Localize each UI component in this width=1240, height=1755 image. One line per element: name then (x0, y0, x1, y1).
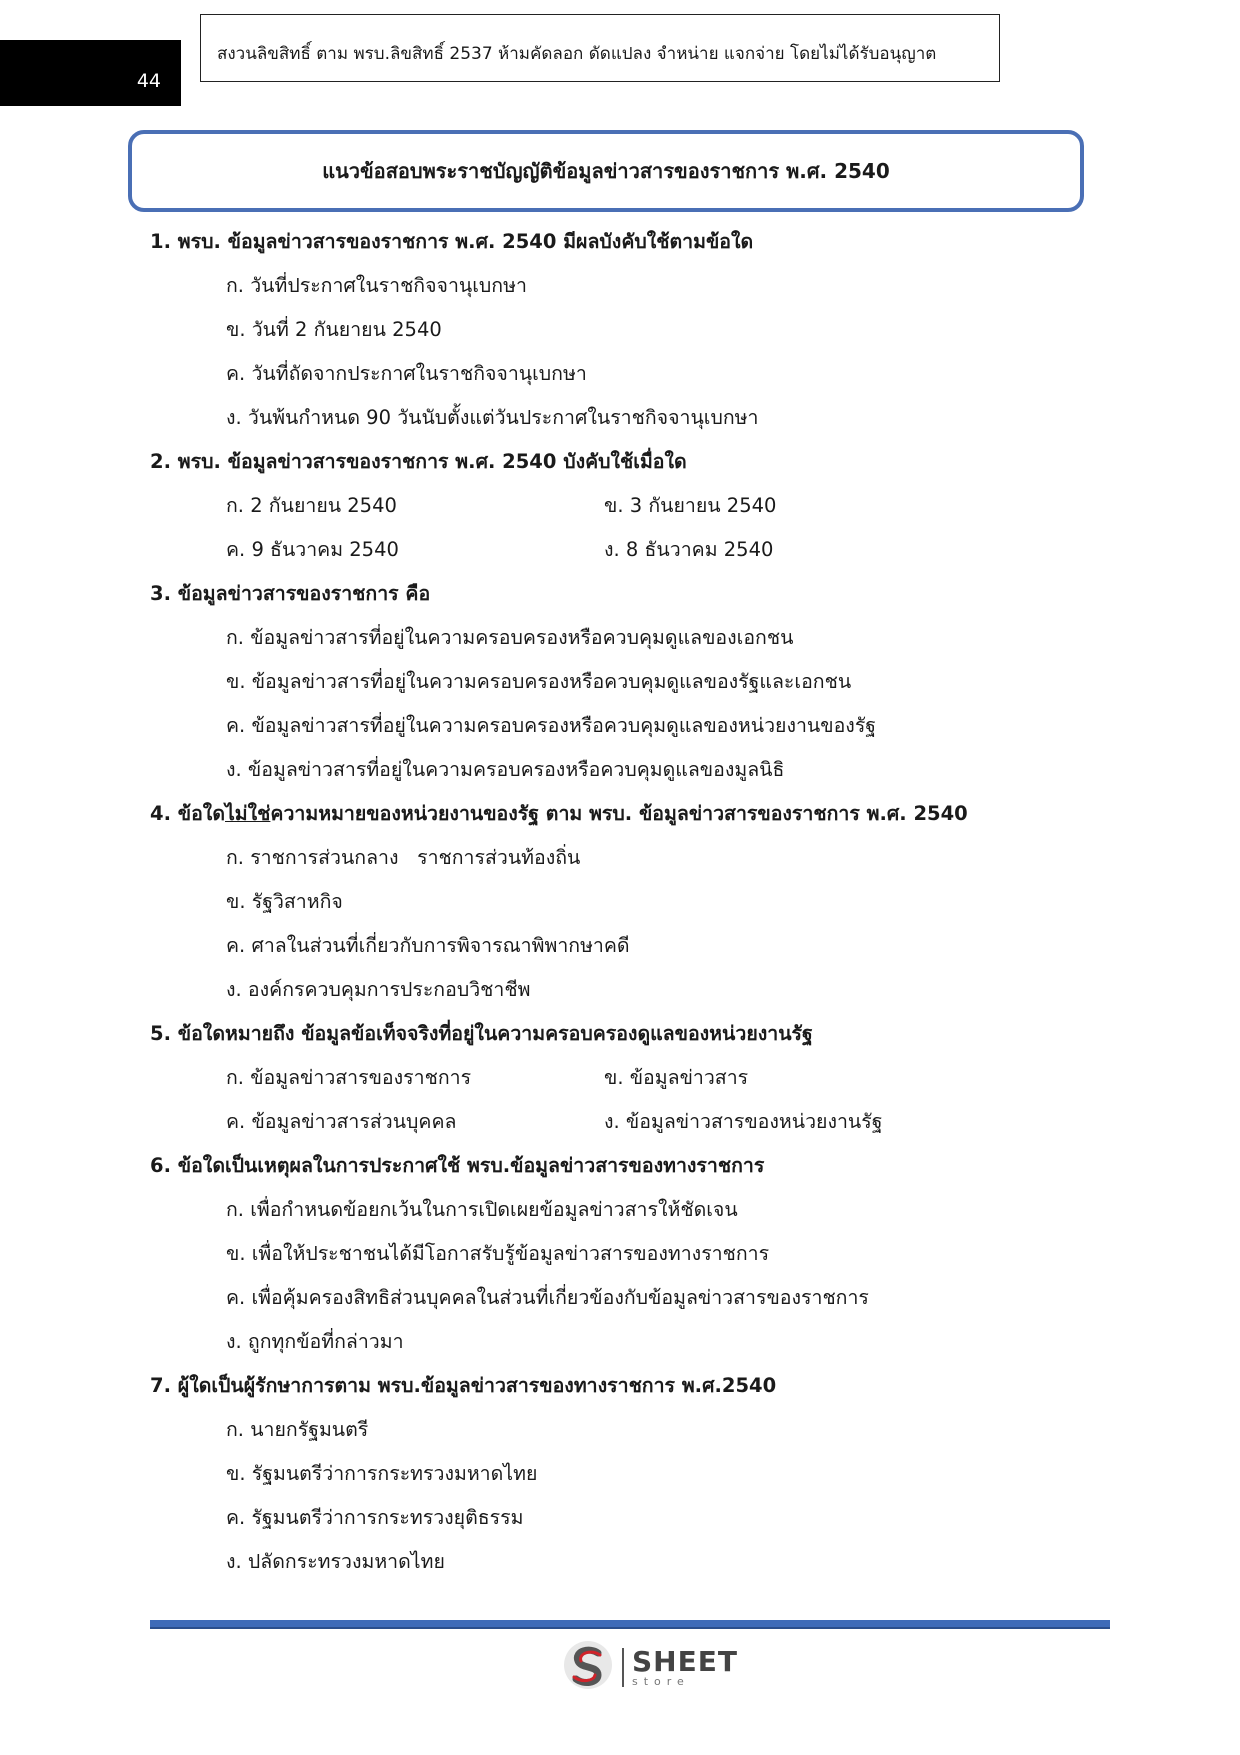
option: ก. เพื่อกำหนดข้อยกเว้นในการเปิดเผยข้อมูลข่าวสารให้ชัดเจน (226, 1198, 738, 1221)
option: ค. รัฐมนตรีว่าการกระทรวงยุติธรรม (226, 1506, 524, 1529)
option: ข. รัฐวิสาหกิจ (226, 890, 343, 913)
question-4 (150, 792, 1110, 836)
question-4-prefix: 4. ข้อใด (150, 802, 225, 825)
option-row (150, 484, 1110, 528)
option: ค. วันที่ถัดจากประกาศในราชกิจจานุเบกษา (226, 362, 587, 385)
option: ค. เพื่อคุ้มครองสิทธิส่วนบุคคลในส่วนที่เกี่ยวข้องกับข้อมูลข่าวสารของราชการ (226, 1286, 869, 1309)
footer-divider (150, 1620, 1110, 1629)
question-7: 7. ผู้ใดเป็นผู้รักษาการตาม พรบ.ข้อมูลข่าวสารของทางราชการ พ.ศ.2540 (150, 1374, 777, 1397)
copyright-notice: สงวนลิขสิทธิ์ ตาม พรบ.ลิขสิทธิ์ 2537 ห้ามคัดลอก ดัดแปลง จำหน่าย แจกจ่าย โดยไม่ได้รับอนุญาต (200, 14, 1000, 82)
option: ก. นายกรัฐมนตรี (226, 1418, 369, 1441)
option-row (150, 1100, 1110, 1144)
option: ค. ข้อมูลข่าวสารส่วนบุคคล (226, 1110, 457, 1133)
question-list (150, 220, 1110, 1584)
option: ง. 8 ธันวาคม 2540 (604, 538, 774, 561)
option: ข. วันที่ 2 กันยายน 2540 (226, 318, 442, 341)
question-6: 6. ข้อใดเป็นเหตุผลในการประกาศใช้ พรบ.ข้อมูลข่าวสารของทางราชการ (150, 1154, 765, 1177)
question-1: 1. พรบ. ข้อมูลข่าวสารของราชการ พ.ศ. 2540 มีผลบังคับใช้ตามข้อใด (150, 230, 754, 253)
option-row (150, 528, 1110, 572)
option: ง. ข้อมูลข่าวสารที่อยู่ในความครอบครองหรือควบคุมดูแลของมูลนิธิ (226, 758, 785, 781)
option: ก. ราชการส่วนกลาง ราชการส่วนท้องถิ่น (226, 846, 581, 869)
page-title: แนวข้อสอบพระราชบัญญัติข้อมูลข่าวสารของราชการ พ.ศ. 2540 (128, 130, 1084, 212)
brand-logo (562, 1640, 742, 1694)
logo-sub-text: store (632, 1674, 690, 1688)
option: ง. ถูกทุกข้อที่กล่าวมา (226, 1330, 404, 1353)
question-2: 2. พรบ. ข้อมูลข่าวสารของราชการ พ.ศ. 2540 บังคับใช้เมื่อใด (150, 450, 687, 473)
option: ง. วันพ้นกำหนด 90 วันนับตั้งแต่วันประกาศในราชกิจจานุเบกษา (226, 406, 759, 429)
option: ง. ปลัดกระทรวงมหาดไทย (226, 1550, 445, 1573)
option-row (150, 1056, 1110, 1100)
option: ก. ข้อมูลข่าวสารของราชการ (226, 1066, 472, 1089)
option: ง. องค์กรควบคุมการประกอบวิชาชีพ (226, 978, 531, 1001)
question-5: 5. ข้อใดหมายถึง ข้อมูลข้อเท็จจริงที่อยู่ในความครอบครองดูแลของหน่วยงานรัฐ (150, 1022, 813, 1045)
option: ข. เพื่อให้ประชาชนได้มีโอกาสรับรู้ข้อมูลข่าวสารของทางราชการ (226, 1242, 770, 1265)
option: ข. ข้อมูลข่าวสาร (604, 1066, 749, 1089)
option: ข. 3 กันยายน 2540 (604, 494, 777, 517)
logo-main-text: SHEET (632, 1644, 738, 1678)
question-3: 3. ข้อมูลข่าวสารของราชการ คือ (150, 582, 431, 605)
option: ง. ข้อมูลข่าวสารของหน่วยงานรัฐ (604, 1110, 883, 1133)
option: ก. วันที่ประกาศในราชกิจจานุเบกษา (226, 274, 527, 297)
question-4-emphasis: ไม่ใช่ (225, 802, 271, 825)
option: ข. รัฐมนตรีว่าการกระทรวงมหาดไทย (226, 1462, 538, 1485)
option: ค. ศาลในส่วนที่เกี่ยวกับการพิจารณาพิพากษาคดี (226, 934, 630, 957)
option: ค. ข้อมูลข่าวสารที่อยู่ในความครอบครองหรือควบคุมดูแลของหน่วยงานของรัฐ (226, 714, 877, 737)
option: ข. ข้อมูลข่าวสารที่อยู่ในความครอบครองหรือควบคุมดูแลของรัฐและเอกชน (226, 670, 852, 693)
logo-wordmark (622, 1644, 738, 1688)
sheet-store-s-logo-icon (562, 1639, 614, 1695)
question-4-suffix: ความหมายของหน่วยงานของรัฐ ตาม พรบ. ข้อมูลข่าวสารของราชการ พ.ศ. 2540 (270, 802, 968, 825)
option: ก. 2 กันยายน 2540 (226, 494, 397, 517)
option: ค. 9 ธันวาคม 2540 (226, 538, 399, 561)
option: ก. ข้อมูลข่าวสารที่อยู่ในความครอบครองหรือควบคุมดูแลของเอกชน (226, 626, 794, 649)
page-number: 44 (0, 40, 181, 106)
